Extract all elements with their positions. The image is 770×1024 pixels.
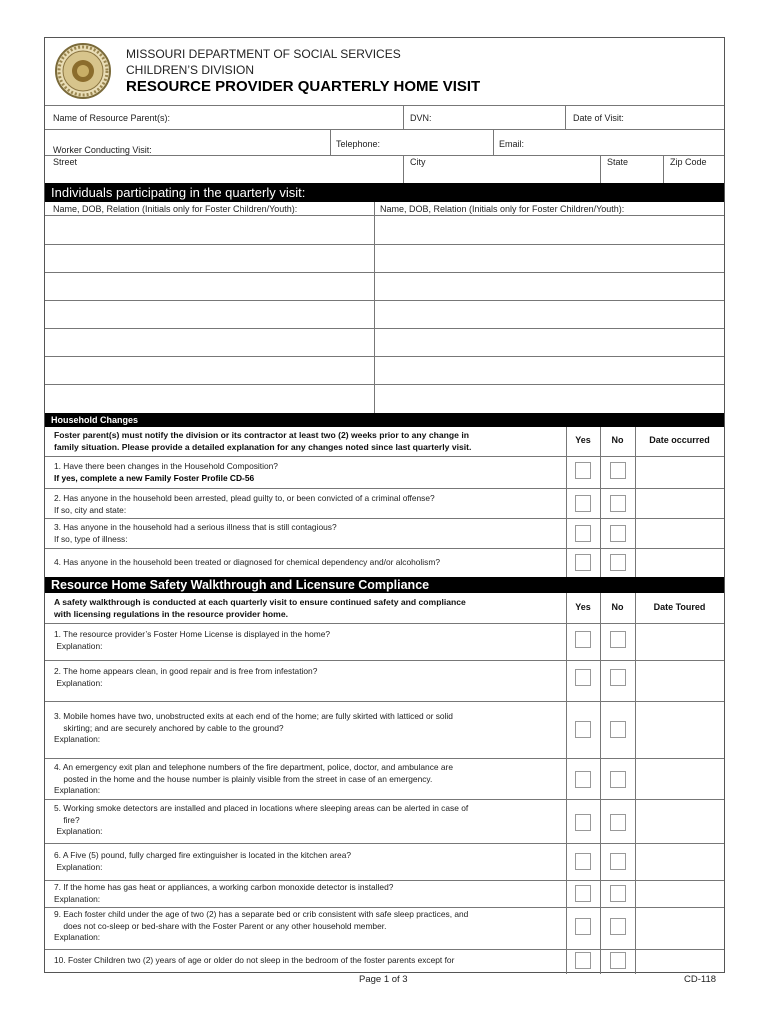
household-q3-no-checkbox[interactable] bbox=[610, 525, 626, 542]
safety-q1-no-checkbox[interactable] bbox=[610, 631, 626, 648]
household-q3-note: If so, type of illness: bbox=[54, 533, 128, 544]
form-page bbox=[44, 37, 725, 973]
safety-q6-yes-checkbox[interactable] bbox=[575, 853, 591, 870]
safety-q4-text-cont: posted in the home and the house number is plainly visible from the street in case of an emergency. bbox=[63, 773, 433, 784]
household-q3 bbox=[54, 522, 337, 545]
safety-q3 bbox=[54, 711, 453, 746]
missouri-seal-icon bbox=[53, 42, 113, 100]
safety-q5 bbox=[54, 803, 468, 838]
household-yes-header: Yes bbox=[575, 435, 591, 445]
safety-q6 bbox=[54, 850, 351, 873]
safety-q10-text: 10. Foster Children two (2) years of age or older do not sleep in the bedroom of the foster parents except for bbox=[54, 955, 455, 965]
safety-q4 bbox=[54, 762, 453, 797]
safety-q9 bbox=[54, 909, 468, 944]
safety-q5-text: 5. Working smoke detectors are installed and placed in locations where sleeping areas can be alerted in case of bbox=[54, 803, 469, 813]
department-name: MISSOURI DEPARTMENT OF SOCIAL SERVICES bbox=[126, 47, 401, 61]
safety-intro-line2: with licensing regulations in the resource provider home. bbox=[54, 609, 288, 619]
safety-q1 bbox=[54, 629, 330, 652]
safety-q6-explanation[interactable]: Explanation: bbox=[56, 861, 103, 872]
safety-q2-explanation[interactable]: Explanation: bbox=[56, 677, 103, 688]
household-intro-line2: family situation. Please provide a detailed explanation for any changes noted since last quarterly visit. bbox=[54, 442, 472, 452]
safety-q1-text: 1. The resource provider’s Foster Home License is displayed in the home? bbox=[54, 629, 331, 639]
safety-q4-no-checkbox[interactable] bbox=[610, 771, 626, 788]
household-q1 bbox=[54, 461, 278, 484]
safety-yes-header: Yes bbox=[575, 602, 591, 612]
safety-q2-yes-checkbox[interactable] bbox=[575, 669, 591, 686]
household-q3-text: 3. Has anyone in the household had a serious illness that is still contagious? bbox=[54, 522, 337, 532]
individuals-col-right: Name, DOB, Relation (Initials only for Foster Children/Youth): bbox=[380, 204, 625, 214]
zip-field[interactable]: Zip Code bbox=[670, 157, 707, 167]
safety-q5-explanation[interactable]: Explanation: bbox=[56, 826, 103, 837]
individual-entry-input[interactable] bbox=[375, 216, 723, 243]
household-q2-note: If so, city and state: bbox=[54, 504, 127, 515]
safety-q9-no-checkbox[interactable] bbox=[610, 918, 626, 935]
safety-q7-text: 7. If the home has gas heat or appliances, a working carbon monoxide detector is installed? bbox=[54, 882, 394, 892]
household-q2-text: 2. Has anyone in the household been arrested, plead guilty to, or been convicted of a criminal offense? bbox=[54, 493, 435, 503]
telephone-field[interactable]: Telephone: bbox=[336, 139, 381, 149]
household-q2 bbox=[54, 493, 435, 516]
safety-q6-text: 6. A Five (5) pound, fully charged fire extinguisher is located in the kitchen area? bbox=[54, 850, 352, 860]
safety-q4-yes-checkbox[interactable] bbox=[575, 771, 591, 788]
household-heading-text: Household Changes bbox=[51, 415, 139, 425]
page-number: Page 1 of 3 bbox=[359, 974, 408, 985]
safety-q6-no-checkbox[interactable] bbox=[610, 853, 626, 870]
division-name: CHILDREN’S DIVISION bbox=[126, 63, 255, 77]
safety-q1-explanation[interactable]: Explanation: bbox=[56, 640, 103, 651]
safety-intro-line1: A safety walkthrough is conducted at each quarterly visit to ensure continued safety and compliance bbox=[54, 597, 466, 607]
city-field[interactable]: City bbox=[410, 157, 426, 167]
household-q4-text: 4. Has anyone in the household been treated or diagnosed for chemical dependency and/or alcoholism? bbox=[54, 557, 440, 567]
safety-q7-yes-checkbox[interactable] bbox=[575, 885, 591, 902]
household-no-header: No bbox=[611, 435, 624, 445]
safety-q10 bbox=[54, 955, 454, 967]
household-q1-note: If yes, complete a new Family Foster Profile CD-56 bbox=[54, 472, 255, 483]
household-q1-yes-checkbox[interactable] bbox=[575, 462, 591, 479]
street-field[interactable]: Street bbox=[53, 157, 78, 167]
safety-q9-text-cont: does not co-sleep or bed-share with the Foster Parent or any other household member. bbox=[63, 920, 387, 931]
safety-q3-text: 3. Mobile homes have two, unobstructed exits at each end of the home; are fully skirted with latticed or solid bbox=[54, 711, 453, 721]
household-heading bbox=[45, 413, 724, 427]
safety-q10-no-checkbox[interactable] bbox=[610, 952, 626, 969]
safety-q5-text-cont: fire? bbox=[63, 814, 80, 825]
safety-q3-explanation[interactable]: Explanation: bbox=[54, 734, 101, 745]
safety-q2-no-checkbox[interactable] bbox=[610, 669, 626, 686]
household-intro-line1: Foster parent(s) must notify the division or its contractor at least two (2) weeks prior to any change in bbox=[54, 430, 469, 440]
resource-parent-name-field[interactable]: Name of Resource Parent(s): bbox=[53, 113, 171, 123]
safety-date-header: Date Toured bbox=[653, 602, 706, 612]
household-q4-yes-checkbox[interactable] bbox=[575, 554, 591, 571]
individual-entry-input[interactable] bbox=[46, 216, 373, 243]
safety-q5-no-checkbox[interactable] bbox=[610, 814, 626, 831]
safety-q3-no-checkbox[interactable] bbox=[610, 721, 626, 738]
form-id: CD-118 bbox=[684, 974, 717, 985]
safety-q4-explanation[interactable]: Explanation: bbox=[54, 785, 101, 796]
page-title: RESOURCE PROVIDER QUARTERLY HOME VISIT bbox=[126, 78, 481, 95]
safety-q7-no-checkbox[interactable] bbox=[610, 885, 626, 902]
date-of-visit-field[interactable]: Date of Visit: bbox=[573, 113, 624, 123]
safety-q10-yes-checkbox[interactable] bbox=[575, 952, 591, 969]
safety-q7-explanation[interactable]: Explanation: bbox=[54, 893, 101, 904]
household-q2-no-checkbox[interactable] bbox=[610, 495, 626, 512]
safety-q9-yes-checkbox[interactable] bbox=[575, 918, 591, 935]
state-field[interactable]: State bbox=[607, 157, 629, 167]
household-q4-no-checkbox[interactable] bbox=[610, 554, 626, 571]
household-date-header: Date occurred bbox=[649, 435, 710, 445]
safety-q5-yes-checkbox[interactable] bbox=[575, 814, 591, 831]
household-q1-text: 1. Have there been changes in the Household Composition? bbox=[54, 461, 278, 471]
household-q2-yes-checkbox[interactable] bbox=[575, 495, 591, 512]
safety-no-header: No bbox=[611, 602, 624, 612]
safety-q9-text: 9. Each foster child under the age of two (2) has a separate bed or crib consistent with safe sleep practices, and bbox=[54, 909, 469, 919]
safety-q3-yes-checkbox[interactable] bbox=[575, 721, 591, 738]
safety-q4-text: 4. An emergency exit plan and telephone numbers of the fire department, police, doctor, and ambulance are bbox=[54, 762, 453, 772]
household-q4 bbox=[54, 557, 440, 569]
safety-q2 bbox=[54, 666, 317, 689]
safety-q1-yes-checkbox[interactable] bbox=[575, 631, 591, 648]
worker-field[interactable]: Worker Conducting Visit: bbox=[53, 145, 152, 155]
individuals-col-left: Name, DOB, Relation (Initials only for Foster Children/Youth): bbox=[53, 204, 298, 214]
safety-heading-text: Resource Home Safety Walkthrough and Licensure Compliance bbox=[51, 578, 430, 592]
safety-heading bbox=[45, 577, 724, 593]
safety-q2-text: 2. The home appears clean, in good repair and is free from infestation? bbox=[54, 666, 318, 676]
individuals-heading-text: Individuals participating in the quarterly visit: bbox=[51, 185, 306, 200]
dvn-field[interactable]: DVN: bbox=[410, 113, 432, 123]
safety-q7 bbox=[54, 882, 393, 905]
individuals-heading bbox=[45, 183, 724, 202]
safety-q3-text-cont: skirting; and are securely anchored by cable to the ground? bbox=[63, 722, 284, 733]
email-field[interactable]: Email: bbox=[499, 139, 525, 149]
safety-q9-explanation[interactable]: Explanation: bbox=[54, 932, 101, 943]
household-q1-no-checkbox[interactable] bbox=[610, 462, 626, 479]
household-q3-yes-checkbox[interactable] bbox=[575, 525, 591, 542]
